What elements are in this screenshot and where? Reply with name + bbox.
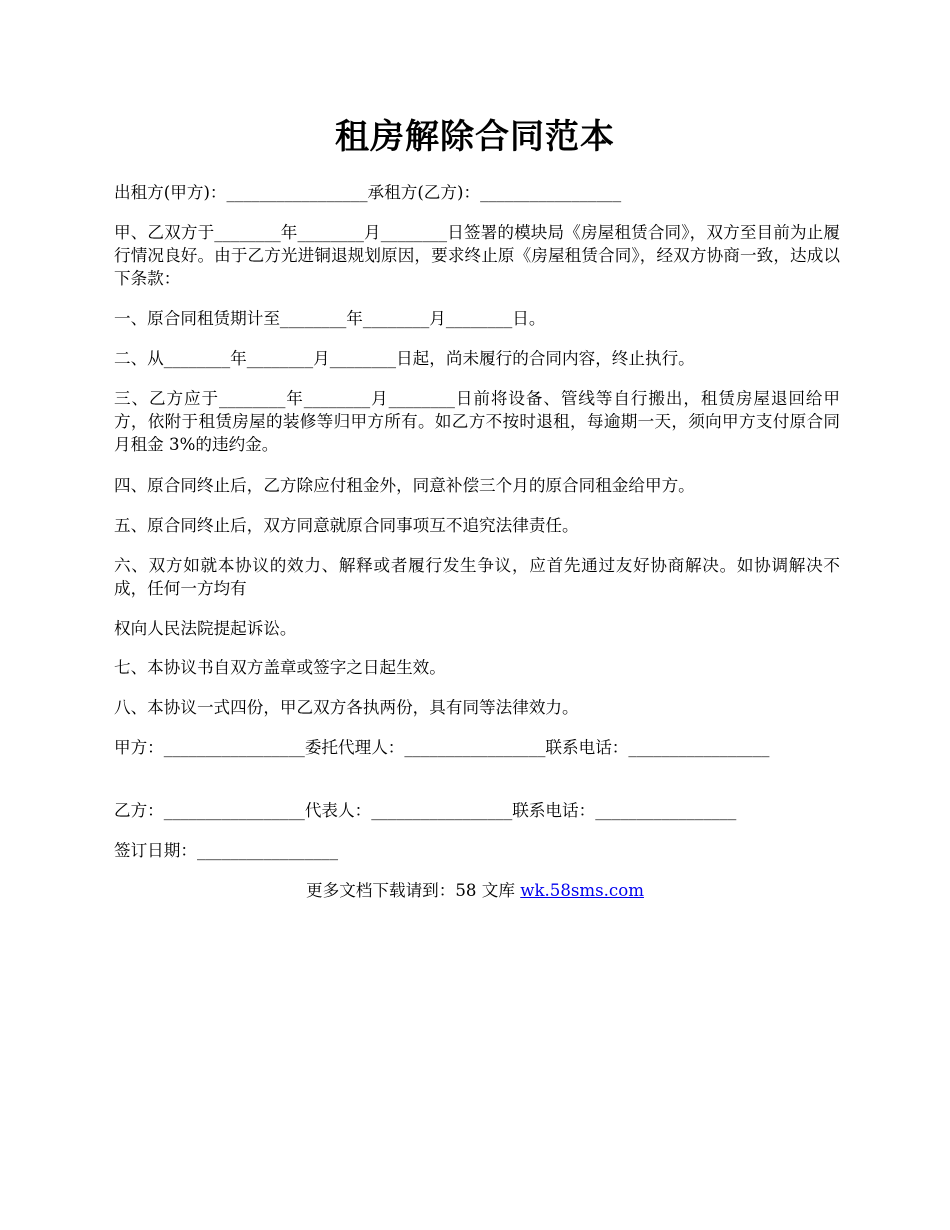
footer: [0, 879, 950, 902]
intro-paragraph: 甲、乙双方于________年________月________日签署的模块局《房屋租赁合同》，双方至目前为止履行情况良好。由于乙方光进铜退规划原因，要求终止原《房屋租赁合同》，经双方协商一致，达成以下条款：: [114, 223, 840, 288]
footer-link[interactable]: wk.58sms.com: [520, 881, 644, 900]
clause-4: 四、原合同终止后，乙方除应付租金外，同意补偿三个月的原合同租金给甲方。: [114, 476, 695, 495]
footer-text: 更多文档下载请到：58 文库: [306, 881, 521, 900]
clause-5: 五、原合同终止后，双方同意就原合同事项互不追究法律责任。: [114, 516, 579, 535]
clause-7: 七、本协议书自双方盖章或签字之日起生效。: [114, 658, 446, 677]
clause-6: 六、双方如就本协议的效力、解释或者履行发生争议，应首先通过友好协商解决。如协调解决不成，任何一方均有: [114, 556, 840, 598]
clause-3: 三、乙方应于________年________月________日前将设备、管线等自行搬出，租赁房屋退回给甲方，依附于租赁房屋的装修等归甲方所有。如乙方不按时退租，每逾期一天，须向甲方支付原合同月租金 3%的违约金。: [114, 389, 840, 454]
clause-1: 一、原合同租赁期计至________年________月________日。: [114, 309, 546, 328]
clause-6-continued: 权向人民法院提起诉讼。: [114, 619, 297, 638]
clause-2: 二、从________年________月________日起，尚未履行的合同内容，终止执行。: [114, 349, 695, 368]
document-title: 租房解除合同范本: [335, 117, 615, 157]
signature-party-a: 甲方：_________________委托代理人：_________________联系电话：_________________: [114, 738, 770, 757]
clause-8: 八、本协议一式四份，甲乙双方各执两份，具有同等法律效力。: [114, 698, 579, 717]
signature-party-b: 乙方：_________________代表人：_________________联系电话：_________________: [114, 801, 737, 820]
signing-date: 签订日期：_________________: [114, 841, 339, 860]
parties-line: 出租方(甲方)：_________________承租方(乙方)：_________________: [114, 183, 622, 202]
